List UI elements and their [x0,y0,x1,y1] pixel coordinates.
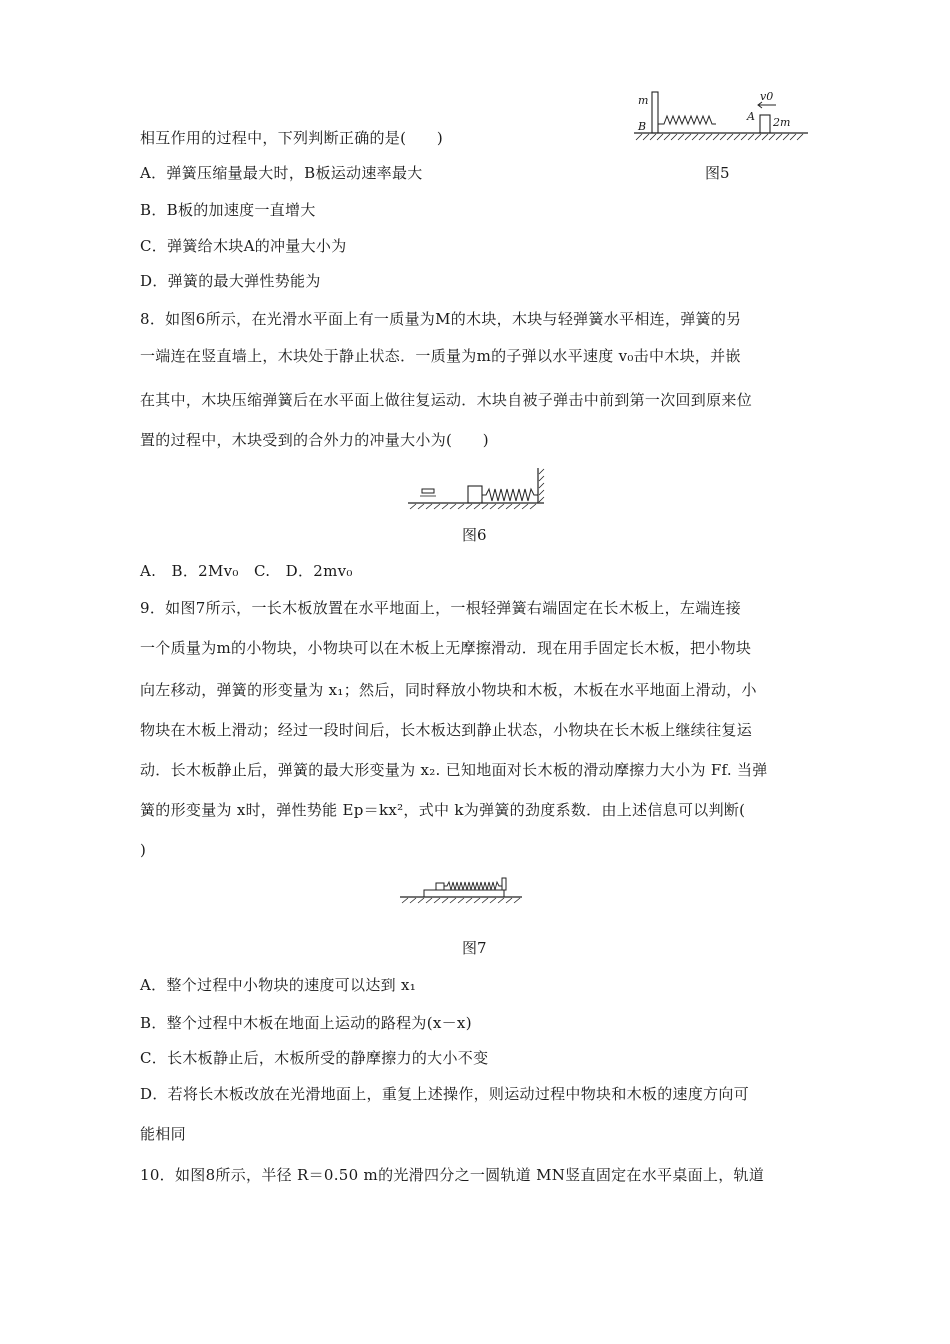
figure-5 [628,88,818,148]
fig5-label-a: A [747,110,755,123]
figure-6-diagram [404,462,554,510]
fig5-label-m: m [638,94,649,107]
q9-option-b: B．整个过程中木板在地面上运动的路程为(x－x) [140,1014,472,1032]
q9-line-6: 簧的形变量为 x时，弹性势能 Ep＝kx²，式中 k为弹簧的劲度系数．由上述信息可以判断( [140,801,746,819]
figure-6-caption: 图6 [462,526,487,544]
q9-option-c: C．长木板静止后，木板所受的静摩擦力的大小不变 [140,1049,489,1067]
figure-6 [404,462,554,510]
q9-line-5: 动．长木板静止后，弹簧的最大形变量为 x₂. 已知地面对长木板的滑动摩擦力大小为 Ff. 当弹 [140,761,768,779]
figure-7 [398,870,528,906]
q7-lead: 相互作用的过程中，下列判断正确的是( ) [140,129,444,147]
q9-option-d: D．若将长木板改放在光滑地面上，重复上述操作，则运动过程中物块和木板的速度方向可 [140,1085,750,1103]
q7-option-a: A．弹簧压缩量最大时，B板运动速率最大 [140,164,423,182]
q9-line-4: 物块在木板上滑动；经过一段时间后，长木板达到静止状态，小物块在长木板上继续往复运 [140,721,753,739]
q8-line-3: 在其中，木块压缩弹簧后在水平面上做往复运动．木块自被子弹击中前到第一次回到原来位 [140,391,753,409]
q9-line-1: 9．如图7所示，一长木板放置在水平地面上，一根轻弹簧右端固定在长木板上，左端连接 [140,599,742,617]
q8-line-2: 一端连在竖直墙上，木块处于静止状态．一质量为m的子弹以水平速度 v₀击中木块，并嵌 [140,347,741,365]
q8-options: A. B．2Mv₀ C. D．2mv₀ [140,562,353,580]
fig5-label-2m: 2m [773,116,791,129]
fig5-label-v0: v0 [760,90,774,103]
q9-line-3: 向左移动，弹簧的形变量为 x₁；然后，同时释放小物块和木板，木板在水平地面上滑动，小 [140,681,757,699]
q9-line-7: ) [140,841,147,859]
fig5-label-b: B [638,120,647,133]
q9-option-d-cont: 能相同 [140,1125,186,1143]
q7-option-d: D．弹簧的最大弹性势能为 [140,272,321,290]
figure-5-caption: 图5 [705,164,730,182]
figure-5-diagram [628,88,818,148]
q10-line-1: 10．如图8所示，半径 R＝0.50 m的光滑四分之一圆轨道 MN竖直固定在水平桌面上，轨道 [140,1166,765,1184]
q8-line-1: 8．如图6所示，在光滑水平面上有一质量为M的木块，木块与轻弹簧水平相连，弹簧的另 [140,310,742,328]
q9-option-a: A．整个过程中小物块的速度可以达到 x₁ [140,976,417,994]
q7-option-b: B．B板的加速度一直增大 [140,201,316,219]
figure-7-caption: 图7 [462,939,487,957]
q8-line-4: 置的过程中，木块受到的合外力的冲量大小为( ) [140,431,489,449]
q7-option-c: C．弹簧给木块A的冲量大小为 [140,237,347,255]
figure-7-diagram [398,870,528,906]
q9-line-2: 一个质量为m的小物块，小物块可以在木板上无摩擦滑动．现在用手固定长木板，把小物块 [140,639,752,657]
